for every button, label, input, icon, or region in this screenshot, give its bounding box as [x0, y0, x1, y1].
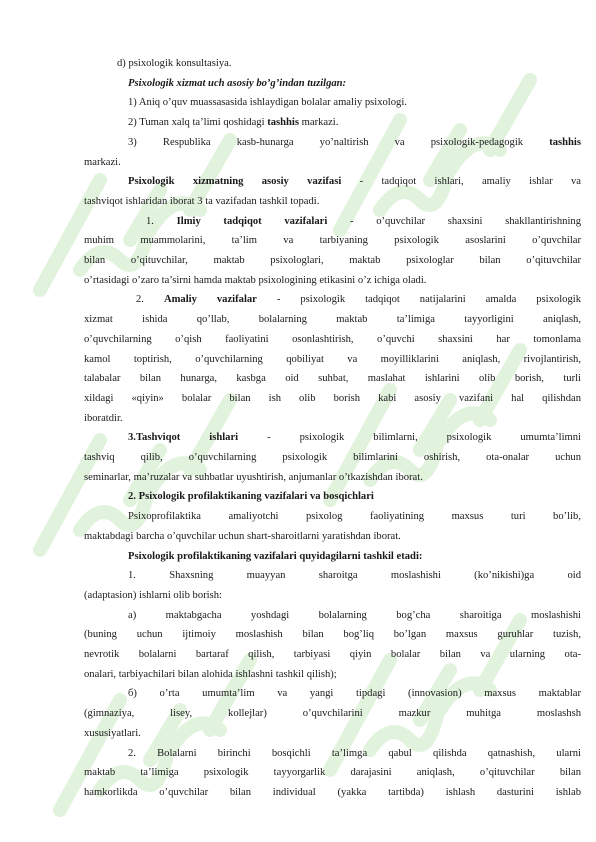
text-run: hamkorlikda o’quvchilar bilan individual (yakka tartibda) ishlash dasturini ishlab — [84, 786, 581, 798]
text-run: xususiyatlari. — [84, 727, 141, 739]
text-run: 2. Bolalarni birinchi bosqichli ta’limga qabul qilishda qatnashish, ularni — [128, 747, 581, 759]
text-run: markazi. — [298, 117, 339, 129]
text-run: talabalar bilan hunarga, kasbga oid suhbat, maslahat ishlarini olib borish, turli — [84, 373, 581, 385]
text-line — [128, 568, 581, 584]
text-run: - tadqiqot ishlari, amaliy ishlar va — [341, 176, 581, 188]
text-line — [117, 56, 581, 72]
text-run: xizmat ishida qo’llab, bolalarning maktab ta’limiga tayyorligini aniqlash, — [84, 314, 581, 326]
text-line — [84, 647, 581, 663]
text-run: nevrotik bolalarni bartaraf qilish, tarbiyasi qiyin bolalar bilan va ularning ota- — [84, 649, 581, 660]
text-line — [84, 233, 581, 249]
text-line — [84, 470, 581, 486]
text-run: bilan o’qituvchilar, maktab psixologlari, maktab psixologlar bilan o’qituvchilar — [84, 255, 581, 266]
text-line — [128, 489, 581, 505]
text-run: 2) Tuman xalq ta’limi qoshidagi — [128, 117, 268, 129]
text-run: Psixoprofilaktika amaliyotchi psixolog faoliyatining maxsus turi bo’lib, — [128, 511, 581, 523]
text-line — [128, 135, 581, 151]
text-run: 1. — [146, 215, 177, 227]
text-run: muhim muammolarini, ta’lim va tarbiyaning psixologik asoslarini o’quvchilar — [84, 235, 581, 247]
text-line — [84, 765, 581, 781]
text-run: o’rtasidagi o’zaro ta’sirni hamda maktab psixologining etikasini o’z ichiga oladi. — [84, 274, 427, 286]
text-line — [128, 95, 581, 111]
text-run: 1) Aniq o’quv muassasasida ishlaydigan bolalar amaliy psixologi. — [128, 97, 407, 109]
bold-text-run: 3.Tashviqot ishlari — [128, 432, 239, 444]
text-line — [84, 529, 581, 545]
text-run: kamol toptirish, o’quvchilarning qobiliyat va moyilliklarini aniqlash, rivojlantirish, — [84, 353, 581, 365]
text-line — [128, 608, 581, 624]
text-line — [84, 706, 581, 722]
text-run: 3) Respublika kasb-hunarga yo’naltirish va psixologik-pedagogik — [128, 136, 550, 148]
text-line — [84, 312, 581, 328]
text-line — [84, 253, 581, 269]
text-line — [84, 273, 581, 289]
text-run: - o’quvchilar shaxsini shakllantirishning — [327, 215, 582, 227]
text-run: a) maktabgacha yoshdagi bolalarning bog’cha sharoitiga moslashishi — [128, 609, 581, 621]
bold-text-run: tashhis — [267, 117, 299, 129]
text-line — [128, 174, 581, 190]
text-run: - psixologik tadqiqot natijalarini amalda psixologik — [256, 294, 581, 306]
text-run: markazi. — [84, 156, 121, 168]
text-line — [84, 371, 581, 387]
bold-text-run: Ilmiy tadqiqot vazifalari — [176, 215, 328, 227]
text-line — [128, 115, 581, 131]
text-line — [84, 450, 581, 466]
text-line — [128, 746, 581, 762]
text-run: d) psixologik konsultasiya. — [117, 58, 232, 69]
text-line — [84, 352, 581, 368]
text-line — [84, 391, 581, 407]
text-run: xildagi «qiyin» bolalar bilan ish olib borish kabi asosiy vazifani hal qilishdan — [84, 392, 581, 404]
text-line — [84, 667, 581, 683]
text-line — [128, 509, 581, 525]
text-run: tashviq qilib, o’quvchilarning psixologik bilimlarini oshirish, ota-onalar uchun — [84, 452, 581, 463]
text-run: (adaptasion) ishlarni olib borish: — [84, 589, 222, 601]
text-run: (gimnaziya, lisey, kollejlar) o’quvchilarini mazkur muhitga moslashsh — [84, 708, 581, 720]
text-line — [84, 194, 581, 210]
text-line — [84, 785, 581, 801]
text-run: 2. — [136, 294, 164, 306]
bold-text-run: tashhis — [549, 136, 581, 148]
text-line — [84, 332, 581, 348]
text-line — [128, 549, 581, 565]
text-run: iboratdir. — [84, 412, 123, 424]
text-run: б) o’rta umumta’lim va yangi tipdagi (innovasion) maxsus maktablar — [128, 688, 581, 700]
text-run: o’quvchilarning o’qish faoliyatini osonlashtirish, o’quvchi shaxsini har tomonlama — [84, 333, 581, 345]
text-line — [84, 411, 581, 427]
text-run: seminarlar, ma’ruzalar va suhbatlar uyushtirish, anjumanlar o’tkazishdan iborat. — [84, 471, 423, 483]
text-line — [146, 214, 581, 230]
text-run: tashviqot ishlaridan iborat 3 ta vazifadan tashkil topadi. — [84, 195, 320, 207]
bold-text-run: Psixologik xizmatning asosiy vazifasi — [128, 176, 342, 188]
text-line — [128, 76, 581, 92]
text-run: - psixologik bilimlarni, psixologik umumta’limni — [238, 432, 581, 444]
text-line — [84, 726, 581, 742]
bold-text-run: Psixologik xizmat uch asosiy bo’g’indan tuzilgan: — [128, 77, 347, 89]
text-run: 1. Shaxsning muayyan sharoitga moslashishi (ko’nikishi)ga oid — [128, 570, 581, 582]
bold-text-run: 2. Psixologik profilaktikaning vazifalari va bosqichlari — [128, 491, 374, 503]
text-line — [84, 588, 581, 604]
bold-text-run: Psixologik profilaktikaning vazifalari quyidagilarni tashkil etadi: — [128, 550, 423, 562]
text-line — [128, 430, 581, 446]
text-run: maktabdagi barcha o’quvchilar uchun shart-sharoitlarni yaratishdan iborat. — [84, 530, 401, 542]
bold-text-run: Amaliy vazifalar — [163, 294, 257, 306]
text-run: maktab ta’limiga psixologik tayyorgarlik darajasini aniqlash, o’qituvchilar bilan — [84, 767, 581, 779]
text-line — [84, 627, 581, 643]
text-line — [84, 155, 581, 171]
text-run: (buning uchun ijtimoiy moslashish bilan bog’liq bo’lgan maxsus guruhlar tuzish, — [84, 629, 581, 641]
text-line — [136, 292, 581, 308]
text-line — [128, 686, 581, 702]
text-run: onalari, tarbiyachilari bilan alohida ishlashni tashkil qilish); — [84, 668, 337, 680]
